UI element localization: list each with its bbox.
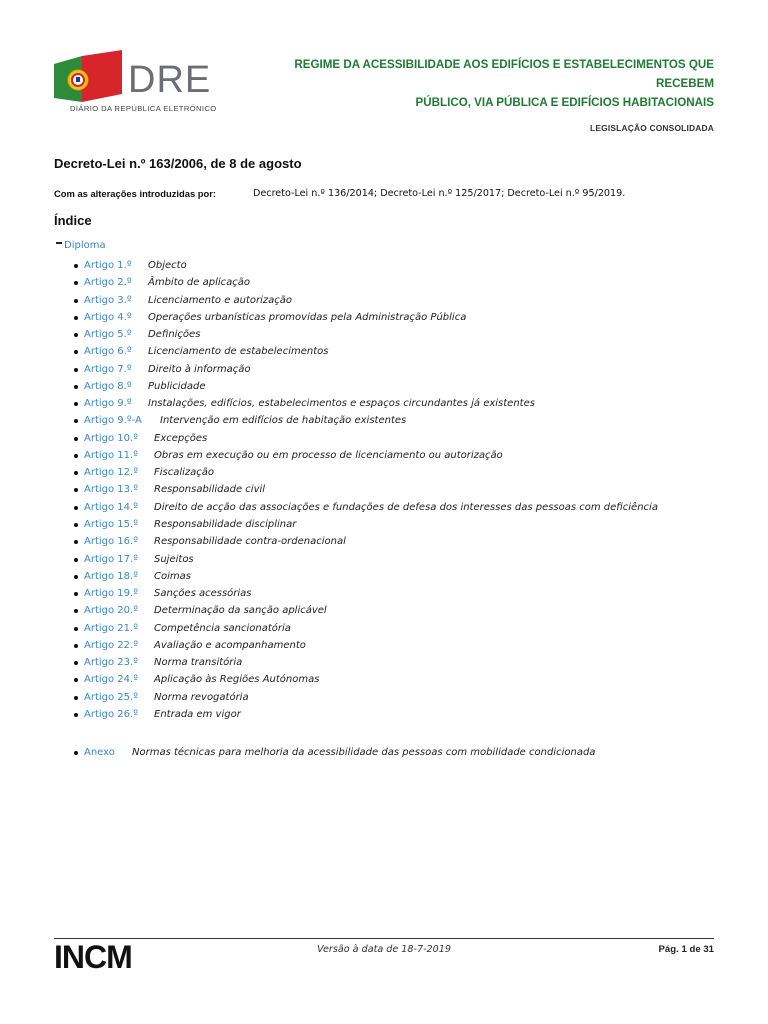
bullet-icon xyxy=(74,437,78,441)
list-item xyxy=(74,568,734,585)
article-link[interactable]: Artigo 17.º xyxy=(84,553,138,565)
amendments-value: Decreto-Lei n.º 136/2014; Decreto-Lei n.º 125/2017; Decreto-Lei n.º 95/2019. xyxy=(253,188,626,199)
list-item xyxy=(74,706,734,723)
regime-title xyxy=(244,55,714,112)
article-link[interactable]: Artigo 6.º xyxy=(84,346,132,358)
bullet-icon xyxy=(74,540,78,544)
list-item xyxy=(74,430,734,447)
bullet-icon xyxy=(74,678,78,682)
list-item xyxy=(74,533,734,550)
list-item xyxy=(74,671,734,688)
list-item xyxy=(74,585,734,602)
article-link[interactable]: Artigo 11.º xyxy=(84,449,138,461)
article-title: Intervenção em edifícios de habitação existentes xyxy=(160,415,407,427)
logo-subtitle: DIÁRIO DA REPÚBLICA ELETRÓNICO xyxy=(70,104,217,113)
article-link[interactable]: Artigo 25.º xyxy=(84,691,138,703)
list-item xyxy=(74,499,734,516)
article-link[interactable]: Artigo 18.º xyxy=(84,570,138,582)
bullet-icon xyxy=(74,751,78,755)
article-link[interactable]: Artigo 5.º xyxy=(84,329,132,341)
list-item xyxy=(74,292,734,309)
article-link[interactable]: Artigo 26.º xyxy=(84,708,138,720)
bullet-icon xyxy=(74,627,78,631)
legislation-label: LEGISLAÇÃO CONSOLIDADA xyxy=(590,123,714,133)
regime-title-line2: PÚBLICO, VIA PÚBLICA E EDIFÍCIOS HABITACIONAIS xyxy=(415,96,714,109)
article-title: Coimas xyxy=(154,570,191,582)
decree-title: Decreto-Lei n.º 163/2006, de 8 de agosto xyxy=(54,156,302,171)
article-link[interactable]: Artigo 16.º xyxy=(84,536,138,548)
amendments-label: Com as alterações introduzidas por: xyxy=(54,188,217,199)
bullet-icon xyxy=(74,402,78,406)
bullet-icon xyxy=(74,385,78,389)
regime-title-line1: REGIME DA ACESSIBILIDADE AOS EDIFÍCIOS E ESTABELECIMENTOS QUE RECEBEM xyxy=(294,58,714,90)
list-item xyxy=(74,602,734,619)
article-link[interactable]: Artigo 19.º xyxy=(84,588,138,600)
article-title: Objecto xyxy=(148,260,187,271)
article-title: Direito de acção das associações e fundações de defesa dos interesses das pessoas com deficiência xyxy=(154,501,658,513)
diploma-toggle[interactable] xyxy=(56,240,106,251)
index-heading: Índice xyxy=(54,213,92,228)
collapse-minus-icon[interactable] xyxy=(56,242,62,244)
article-title: Sujeitos xyxy=(154,553,194,565)
article-title: Excepções xyxy=(154,432,208,444)
bullet-icon xyxy=(74,644,78,648)
page-number: Pág. 1 de 31 xyxy=(658,944,714,955)
article-title: Definições xyxy=(148,329,201,341)
bullet-icon xyxy=(74,471,78,475)
article-title: Norma transitória xyxy=(154,657,243,669)
logo-text: DRE xyxy=(128,59,212,101)
article-title: Obras em execução ou em processo de licenciamento ou autorização xyxy=(154,449,503,461)
list-item xyxy=(74,689,734,706)
article-link[interactable]: Artigo 20.º xyxy=(84,605,138,617)
article-title: Responsabilidade disciplinar xyxy=(154,518,297,530)
annex-link[interactable]: Anexo xyxy=(84,747,115,758)
list-item xyxy=(74,309,734,326)
article-title: Publicidade xyxy=(148,380,206,392)
article-link[interactable]: Artigo 9.º-A xyxy=(84,415,142,427)
article-link[interactable]: Artigo 24.º xyxy=(84,674,138,686)
article-link[interactable]: Artigo 22.º xyxy=(84,639,138,651)
article-link[interactable]: Artigo 14.º xyxy=(84,501,138,513)
bullet-icon xyxy=(74,333,78,337)
list-item xyxy=(74,395,734,412)
bullet-icon xyxy=(74,281,78,285)
version-date: Versão à data de 18-7-2019 xyxy=(317,944,451,955)
annex-item xyxy=(74,744,734,761)
article-title: Aplicação às Regiões Autónomas xyxy=(154,674,320,686)
article-title: Avaliação e acompanhamento xyxy=(154,639,306,651)
article-link[interactable]: Artigo 23.º xyxy=(84,657,138,669)
article-link[interactable]: Artigo 21.º xyxy=(84,622,138,634)
amendments xyxy=(54,188,626,200)
article-link[interactable]: Artigo 7.º xyxy=(84,363,132,375)
bullet-icon xyxy=(74,523,78,527)
article-title: Licenciamento e autorização xyxy=(148,294,293,306)
bullet-icon xyxy=(74,299,78,303)
article-link[interactable]: Artigo 2.º xyxy=(84,277,132,289)
article-link[interactable]: Artigo 1.º xyxy=(84,260,132,271)
bullet-icon xyxy=(74,592,78,596)
portugal-flag-icon xyxy=(54,50,124,104)
article-title: Entrada em vigor xyxy=(154,708,241,720)
article-link[interactable]: Artigo 15.º xyxy=(84,518,138,530)
article-title: Competência sancionatória xyxy=(154,622,291,634)
diploma-link[interactable]: Diploma xyxy=(64,240,106,251)
article-title: Responsabilidade contra-ordenacional xyxy=(154,536,346,548)
list-item xyxy=(74,378,734,395)
article-title: Sanções acessórias xyxy=(154,588,252,600)
article-title: Direito à informação xyxy=(148,363,251,375)
list-item xyxy=(74,464,734,481)
footer-divider xyxy=(54,938,714,939)
article-title: Instalações, edifícios, estabelecimentos e espaços circundantes já existentes xyxy=(148,398,535,410)
list-item xyxy=(74,326,734,343)
list-item xyxy=(74,620,734,637)
article-link[interactable]: Artigo 9.º xyxy=(84,398,132,410)
bullet-icon xyxy=(74,419,78,423)
list-item xyxy=(74,551,734,568)
article-link[interactable]: Artigo 13.º xyxy=(84,484,138,496)
article-link[interactable]: Artigo 3.º xyxy=(84,294,132,306)
article-title: Determinação da sanção aplicável xyxy=(154,605,327,617)
bullet-icon xyxy=(74,454,78,458)
article-link[interactable]: Artigo 4.º xyxy=(84,311,132,323)
list-item xyxy=(74,343,734,360)
bullet-icon xyxy=(74,506,78,510)
list-item xyxy=(74,361,734,378)
bullet-icon xyxy=(74,558,78,562)
bullet-icon xyxy=(74,368,78,372)
bullet-icon xyxy=(74,713,78,717)
list-item xyxy=(74,257,734,274)
article-link[interactable]: Artigo 8.º xyxy=(84,380,132,392)
article-title: Âmbito de aplicação xyxy=(148,277,251,289)
list-item xyxy=(74,654,734,671)
list-item xyxy=(74,274,734,291)
list-item xyxy=(74,637,734,654)
article-list xyxy=(74,257,734,723)
incm-logo-text: INCM xyxy=(54,942,132,970)
bullet-icon xyxy=(74,488,78,492)
bullet-icon xyxy=(74,316,78,320)
article-title: Operações urbanísticas promovidas pela Administração Pública xyxy=(148,311,467,323)
bullet-icon xyxy=(74,609,78,613)
list-item xyxy=(74,481,734,498)
article-link[interactable]: Artigo 10.º xyxy=(84,432,138,444)
bullet-icon xyxy=(74,696,78,700)
article-title: Licenciamento de estabelecimentos xyxy=(148,346,329,358)
article-link[interactable]: Artigo 12.º xyxy=(84,467,138,479)
list-item xyxy=(74,412,734,429)
article-title: Norma revogatória xyxy=(154,691,249,703)
bullet-icon xyxy=(74,575,78,579)
list-item xyxy=(74,447,734,464)
dre-logo xyxy=(54,50,217,116)
annex-title: Normas técnicas para melhoria da acessibilidade das pessoas com mobilidade condicionada xyxy=(132,747,596,758)
article-title: Responsabilidade civil xyxy=(154,484,266,496)
bullet-icon xyxy=(74,264,78,268)
list-item xyxy=(74,516,734,533)
article-title: Fiscalização xyxy=(154,467,215,479)
bullet-icon xyxy=(74,661,78,665)
bullet-icon xyxy=(74,350,78,354)
